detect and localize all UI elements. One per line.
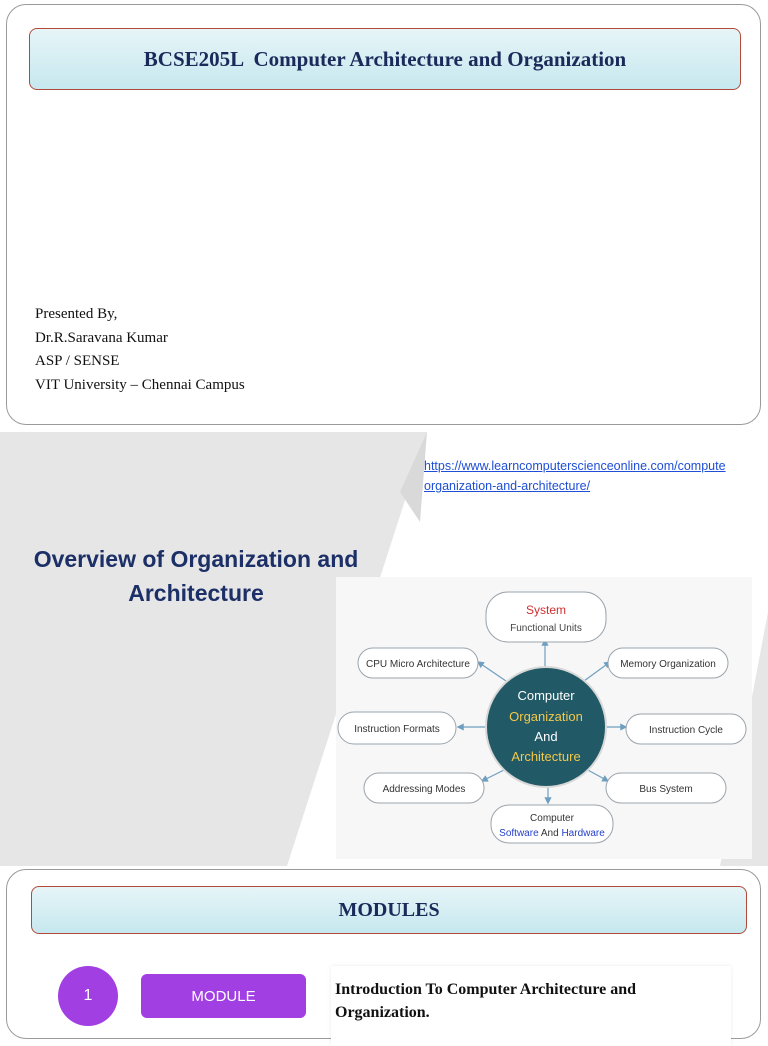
module-description (331, 966, 731, 1046)
mind-map-svg (336, 577, 752, 859)
overview-title-line2: Architecture (128, 580, 264, 606)
presenter-designation: ASP / SENSE (35, 353, 120, 369)
modules-title-banner (31, 886, 747, 934)
node-cpu-label: CPU Micro Architecture (366, 659, 470, 670)
course-title: BCSE205L Computer Architecture and Organization (143, 46, 627, 71)
modules-title: MODULES (338, 898, 440, 921)
center-label-4: Architecture (511, 749, 581, 764)
node-system-subtitle: Functional Units (510, 623, 582, 634)
course-title-banner (29, 28, 741, 90)
node-instruction-formats-label: Instruction Formats (354, 724, 440, 735)
reference-link-line1[interactable]: https://www.learncomputerscienceonline.com/compute (424, 459, 726, 473)
node-system-title: System (525, 603, 567, 617)
module-label-pill: MODULE (141, 974, 306, 1018)
center-label-3: And (534, 729, 558, 744)
overview-slide (0, 432, 768, 866)
coa-mind-map (336, 577, 752, 859)
center-label-2: Organization (509, 709, 583, 724)
node-instruction-cycle (626, 714, 746, 744)
center-label-1: Computer (517, 688, 575, 703)
node-system (486, 592, 606, 642)
node-bus-system-label: Bus System (639, 784, 693, 795)
node-addressing-modes-label: Addressing Modes (382, 784, 466, 795)
node-bus-system (606, 773, 726, 803)
reference-link[interactable] (424, 456, 726, 496)
node-software-hardware (491, 805, 613, 843)
node-sw-hw-title: Computer (530, 813, 574, 824)
node-instruction-cycle-label: Instruction Cycle (649, 725, 723, 736)
presenter-name: Dr.R.Saravana Kumar (35, 329, 168, 346)
module-description-line1: Introduction To Computer Architecture and (335, 981, 637, 998)
node-memory (608, 648, 728, 678)
presenter-line: Presented By, (35, 306, 118, 322)
presenter-info (35, 303, 245, 397)
node-addressing-modes (364, 773, 484, 803)
node-sw-hw-subtitle: Software And Hardware (499, 828, 605, 839)
node-instruction-formats (338, 712, 456, 744)
presenter-institution: VIT University – Chennai Campus (35, 376, 245, 393)
module-description-line2: Organization. (335, 1004, 430, 1021)
modules-slide (6, 869, 761, 1039)
overview-title-line1: Overview of Organization and (33, 546, 359, 572)
node-cpu (358, 648, 478, 678)
title-slide (6, 4, 761, 425)
overview-title (6, 542, 386, 610)
node-memory-label: Memory Organization (620, 659, 716, 670)
module-number-badge: 1 (58, 966, 118, 1026)
reference-link-line2[interactable]: organization-and-architecture/ (424, 479, 591, 493)
mind-map-center (486, 667, 606, 787)
